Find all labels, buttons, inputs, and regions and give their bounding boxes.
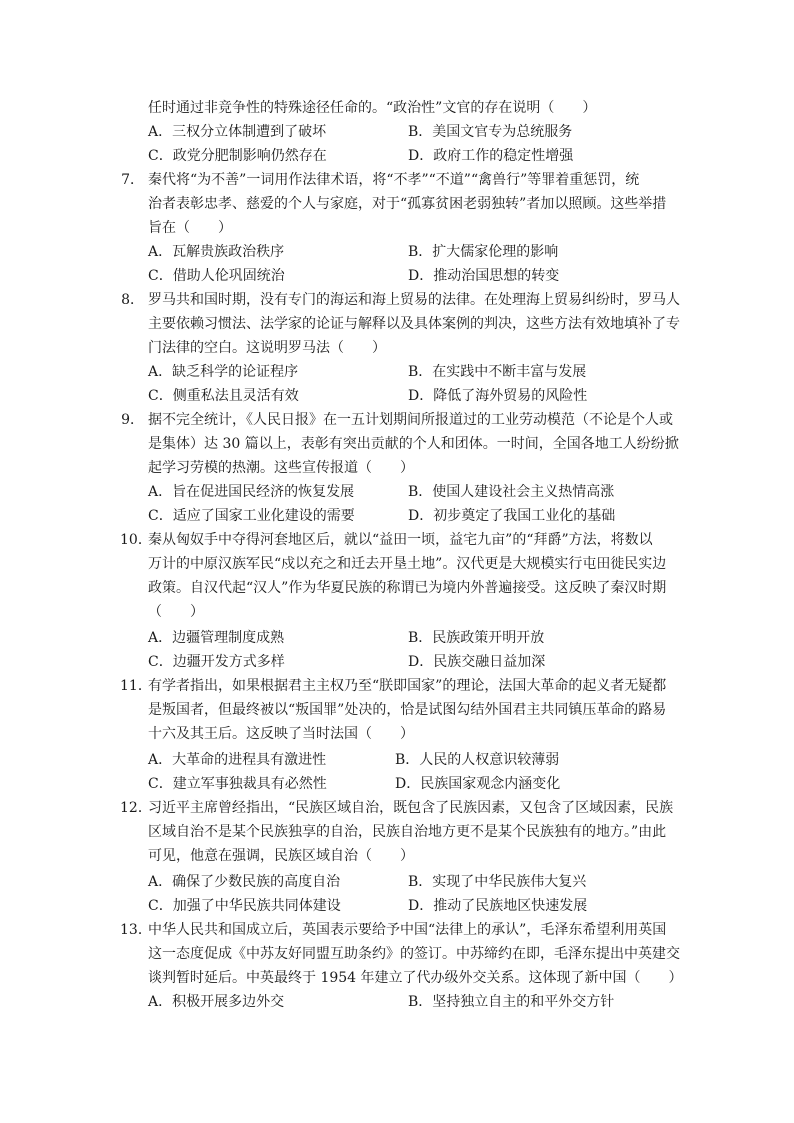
q13-option-b[interactable]: B．坚持独立自主的和平外交方针	[408, 994, 615, 1010]
q13-stem-line-1: 中华人民共和国成立后，英国表示要给予中国“法律上的承认”，毛泽东希望利用英国	[148, 922, 667, 938]
q12-option-a[interactable]: A．确保了少数民族的高度自治	[148, 874, 341, 890]
q11-option-b[interactable]: B．人民的人权意识较薄弱	[395, 752, 560, 768]
q6-option-c[interactable]: C．政党分肥制影响仍然存在	[148, 148, 327, 164]
q10-number: 10．	[120, 532, 152, 548]
q11-stem-line-1: 有学者指出，如果根据君主主权乃至“朕即国家”的理论，法国大革命的起义者无疑都	[148, 678, 667, 694]
q6-option-a[interactable]: A．三权分立体制遭到了破坏	[148, 124, 327, 140]
q10-stem-line-1: 秦从匈奴手中夺得河套地区后，就以“益田一顷，益宅九亩”的“拜爵”方法，将数以	[148, 532, 653, 548]
q9-option-c[interactable]: C．适应了国家工业化建设的需要	[148, 508, 355, 524]
q8-stem-line-3: 门法律的空白。这说明罗马法（ ）	[148, 340, 386, 356]
q6-option-d[interactable]: D．政府工作的稳定性增强	[408, 148, 574, 164]
q8-option-d[interactable]: D．降低了海外贸易的风险性	[408, 388, 588, 404]
q11-number: 11．	[120, 678, 152, 694]
q9-number: 9．	[121, 412, 144, 428]
q8-option-b[interactable]: B．在实践中不断丰富与发展	[408, 364, 587, 380]
q10-option-c[interactable]: C．边疆开发方式多样	[148, 654, 285, 670]
q7-number: 7．	[121, 172, 144, 188]
q7-option-a[interactable]: A．瓦解贵族政治秩序	[148, 244, 285, 260]
q10-stem-line-2: 万计的中原汉族军民“戍以充之和迁去开垦土地”。汉代更是大规模实行屯田徙民实边	[148, 556, 667, 572]
q12-number: 12．	[120, 800, 152, 816]
q12-option-b[interactable]: B．实现了中华民族伟大复兴	[408, 874, 587, 890]
q7-stem-line-3: 旨在（ ）	[148, 220, 232, 236]
q10-option-b[interactable]: B．民族政策开明开放	[408, 630, 545, 646]
q10-option-a[interactable]: A．边疆管理制度成熟	[148, 630, 285, 646]
q13-number: 13．	[120, 922, 152, 938]
q13-option-a[interactable]: A．积极开展多边外交	[148, 994, 285, 1010]
q12-option-d[interactable]: D．推动了民族地区快速发展	[408, 898, 588, 914]
q13-stem-line-3: 谈判暂时延后。中英最终于 1954 年建立了代办级外交关系。这体现了新中国（ ）	[148, 970, 683, 986]
q8-option-a[interactable]: A．缺乏科学的论证程序	[148, 364, 299, 380]
q7-option-d[interactable]: D．推动治国思想的转变	[408, 268, 560, 284]
q9-stem-line-3: 起学习劳模的热潮。这些宣传报道（ ）	[148, 460, 414, 476]
q11-option-a[interactable]: A．大革命的进程具有激进性	[148, 752, 327, 768]
q8-stem-line-1: 罗马共和国时期，没有专门的海运和海上贸易的法律。在处理海上贸易纠纷时，罗马人	[148, 292, 680, 308]
q8-number: 8．	[121, 292, 144, 308]
q10-stem-line-4: （ ）	[148, 604, 204, 620]
q13-stem-line-2: 这一态度促成《中苏友好同盟互助条约》的签订。中苏缔约在即，毛泽东提出中英建交	[148, 946, 680, 962]
q8-option-c[interactable]: C．侧重私法且灵活有效	[148, 388, 299, 404]
q7-option-b[interactable]: B．扩大儒家伦理的影响	[408, 244, 559, 260]
q11-stem-line-3: 十六及其王后。这反映了当时法国（ ）	[148, 726, 414, 742]
q6-option-b[interactable]: B．美国文官专为总统服务	[408, 124, 573, 140]
q11-option-d[interactable]: D．民族国家观念内涵变化	[395, 776, 561, 792]
q7-stem-line-1: 秦代将“为不善”一词用作法律术语，将“不孝”“不道”“禽兽行”等罪着重惩罚，统	[148, 172, 640, 188]
q12-option-c[interactable]: C．加强了中华民族共同体建设	[148, 898, 341, 914]
q8-stem-line-2: 主要依赖习惯法、法学家的论证与解释以及具体案例的判决，这些方法有效地填补了专	[148, 316, 680, 332]
q10-stem-line-3: 政策。自汉代起“汉人”作为华夏民族的称谓已为境内外普遍接受。这反映了秦汉时期	[148, 580, 667, 596]
q9-option-b[interactable]: B．使国人建设社会主义热情高涨	[408, 484, 615, 500]
q6-stem-continuation: 任时通过非竞争性的特殊途径任命的。“政治性”文官的存在说明（ ）	[148, 100, 597, 116]
q10-option-d[interactable]: D．民族交融日益加深	[408, 654, 546, 670]
q7-stem-line-2: 治者表彰忠孝、慈爱的个人与家庭，对于“孤寡贫困老弱独转”者加以照顾。这些举措	[148, 196, 667, 212]
q11-option-c[interactable]: C．建立军事独裁具有必然性	[148, 776, 327, 792]
q11-stem-line-2: 是叛国者，但最终被以“叛国罪”处决的，恰是试图勾结外国君主共同镇压革命的路易	[148, 702, 667, 718]
q7-option-c[interactable]: C．借助人伦巩固统治	[148, 268, 285, 284]
q12-stem-line-1: 习近平主席曾经指出，“民族区域自治，既包含了民族因素，又包含了区域因素，民族	[148, 800, 674, 816]
q9-stem-line-1: 据不完全统计，《人民日报》在一五计划期间所报道过的工业劳动模范（不论是个人或	[148, 412, 673, 428]
q12-stem-line-2: 区域自治不是某个民族独享的自治，民族自治地方更不是某个民族独有的地方。”由此	[148, 824, 667, 840]
q9-option-d[interactable]: D．初步奠定了我国工业化的基础	[408, 508, 616, 524]
q9-option-a[interactable]: A．旨在促进国民经济的恢复发展	[148, 484, 355, 500]
q9-stem-line-2: 是集体）达 30 篇以上，表彰有突出贡献的个人和团体。一时间，全国各地工人纷纷掀	[148, 436, 679, 452]
q12-stem-line-3: 可见，他意在强调，民族区域自治（ ）	[148, 848, 414, 864]
